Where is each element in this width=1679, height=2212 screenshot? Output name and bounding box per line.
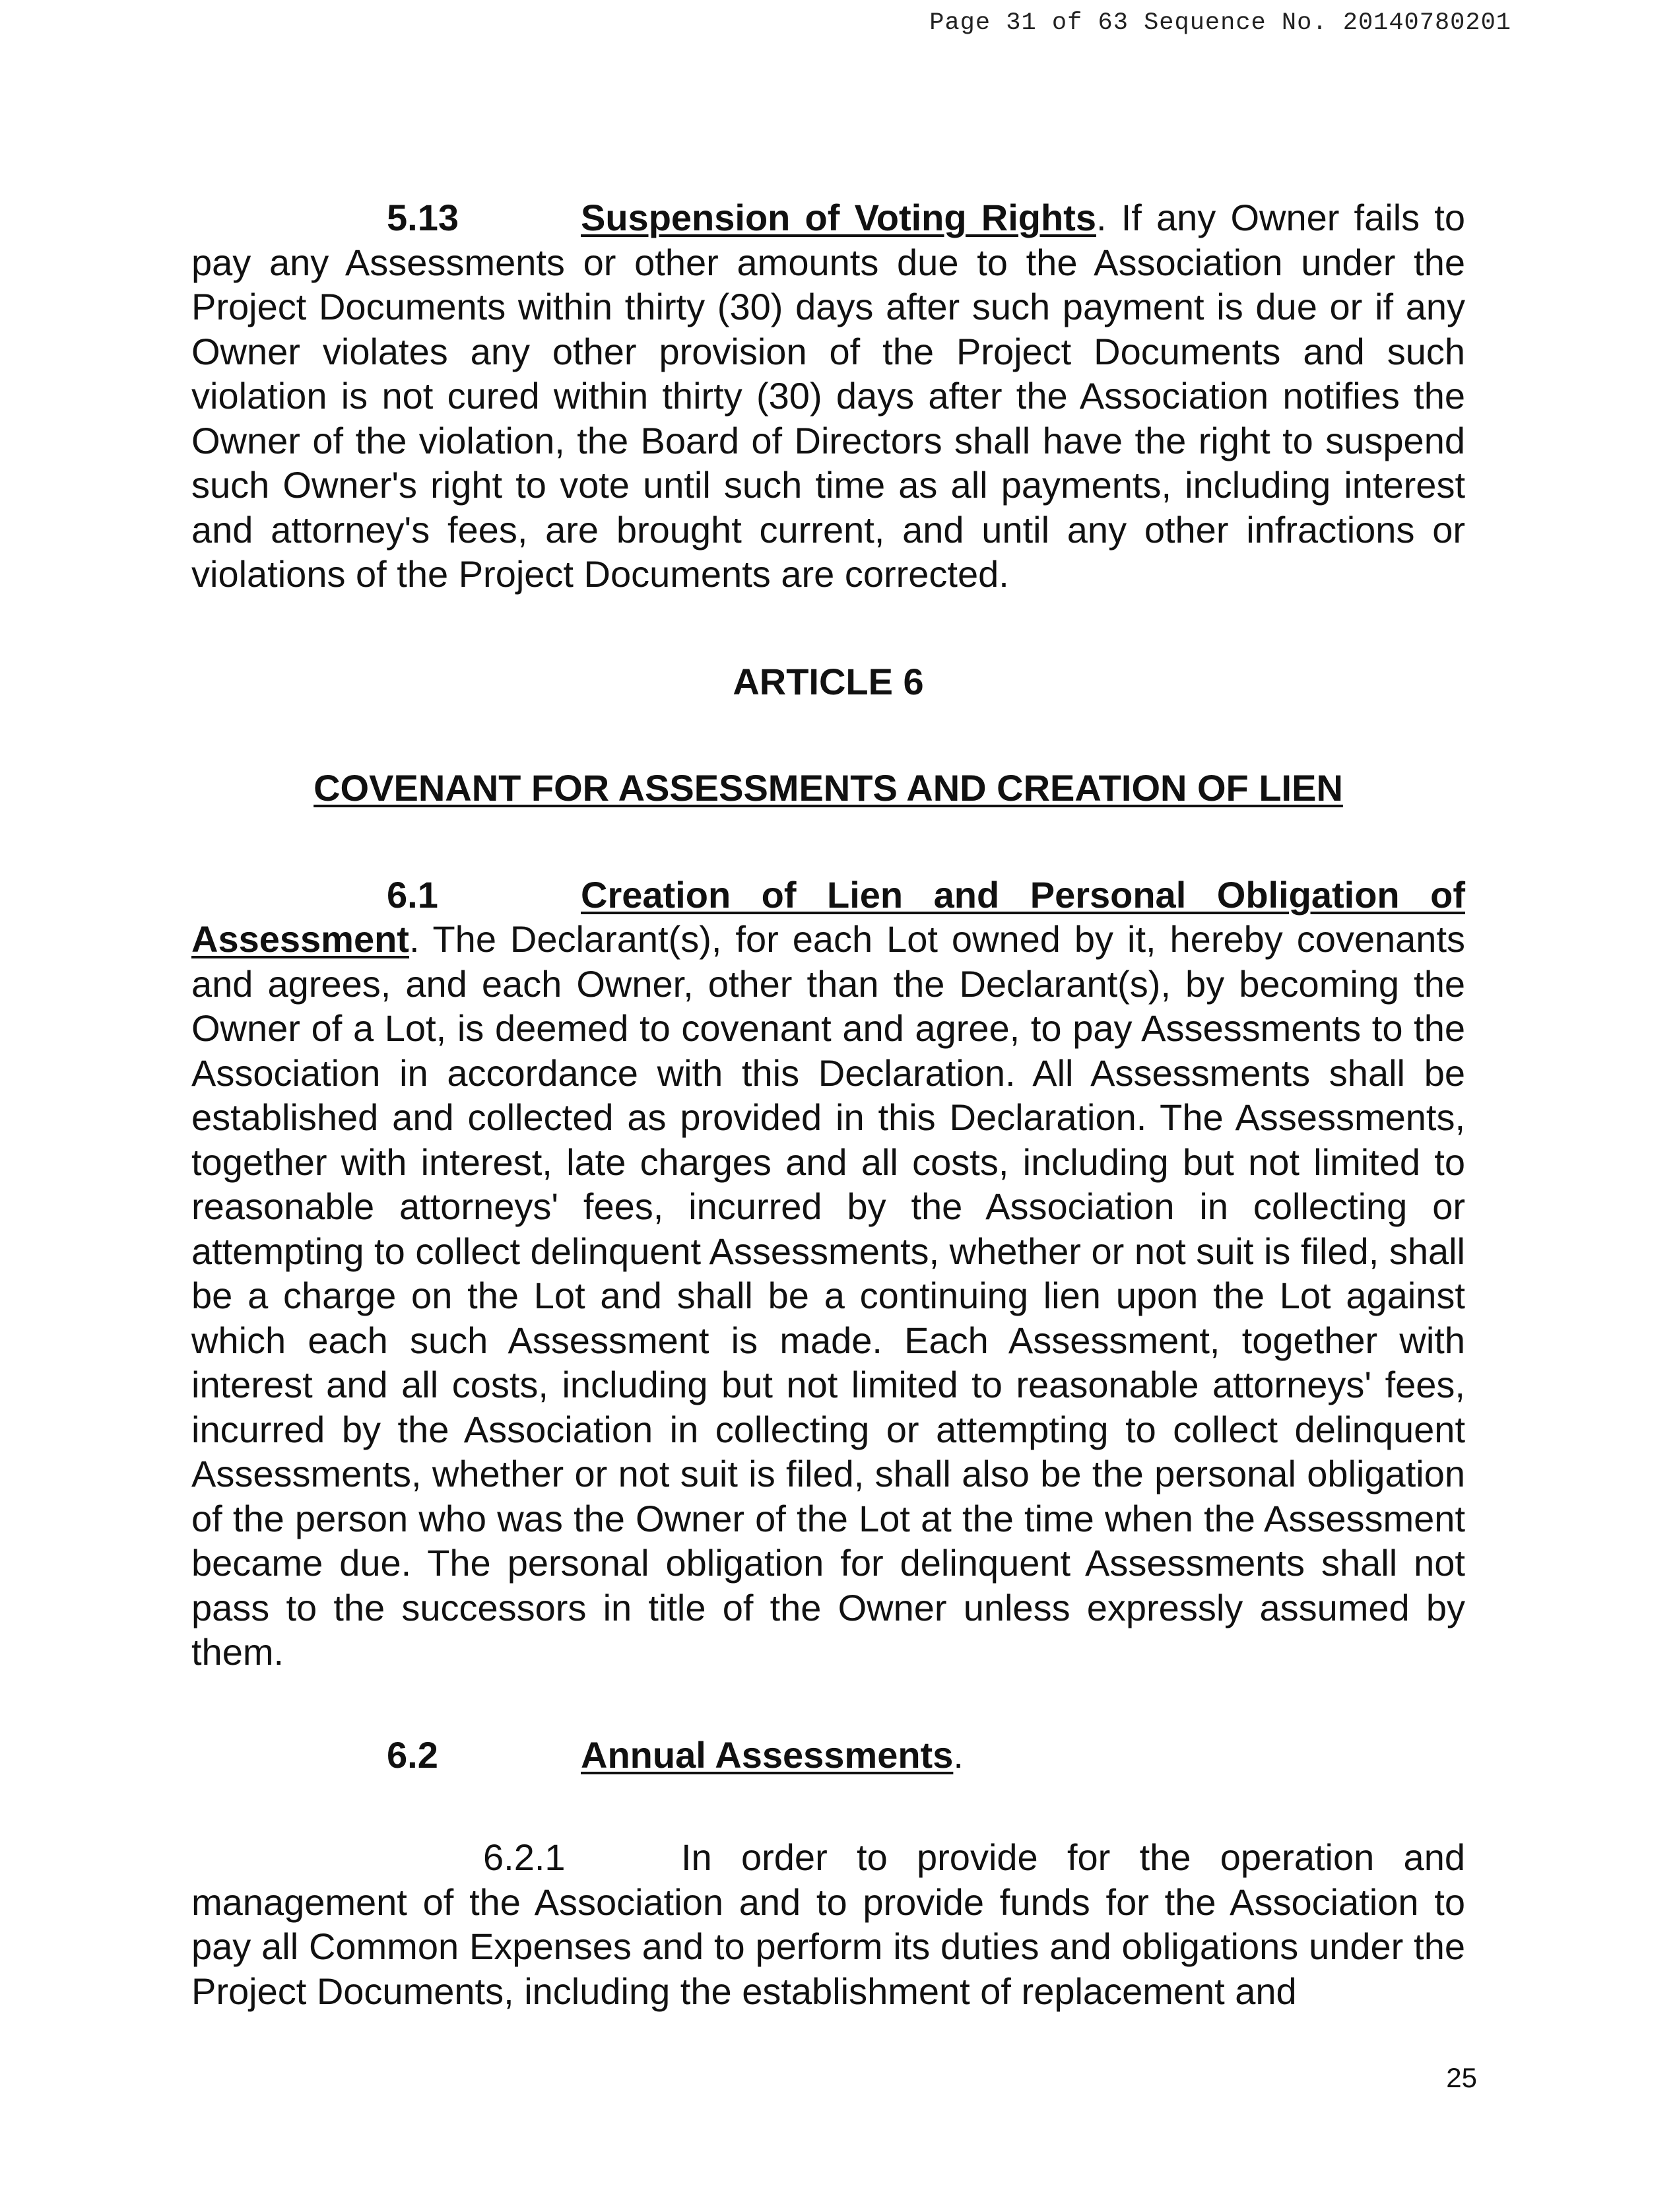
page-number: 25: [1446, 2062, 1477, 2093]
subsection-6-2-1: [191, 1835, 1465, 2013]
article-title: COVENANT FOR ASSESSMENTS AND CREATION OF LIEN: [313, 767, 1343, 809]
section-title: Annual Assessments: [581, 1733, 954, 1776]
section-title: Creation of Lien and Personal Obligation of Assessment: [191, 873, 1465, 960]
section-title: Suspension of Voting Rights: [581, 197, 1096, 238]
section-6-2: [191, 1733, 1465, 1778]
section-body: . If any Owner fails to pay any Assessments or other amounts due to the Association under the Project Documents within thirty (30) days after such payment is due or if any Owner violates any other provision of the Project Documents and such violation is not cured within thirty (30) days after the Association notifies the Owner of the violation, the Board of Directors shall have the right to suspend such Owner's right to vote until such time as all payments, including interest and attorney's fees, are brought current, and until any other infractions or violations of the Project Documents are corrected.: [191, 197, 1465, 595]
section-body: .: [953, 1733, 964, 1776]
document-header: Page 31 of 63 Sequence No. 20140780201: [929, 9, 1511, 37]
section-body: . The Declarant(s), for each Lot owned by it, hereby covenants and agrees, and each Owner, other than the Declarant(s), by becoming the Owner of a Lot, is deemed to covenant and agree, to pay Assessments to the Association in accordance with this Declaration. All Assessments shall be established and collected as provided in this Declaration. The Assessments, together with interest, late charges and all costs, including but not limited to reasonable attorneys' fees, incurred by the Association in collecting or attempting to collect delinquent Assessments, whether or not suit is filed, shall be a charge on the Lot and shall be a continuing lien upon the Lot against which each such Assessment is made. Each Assessment, together with interest and all costs, including but not limited to reasonable attorneys' fees, incurred by the Association in collecting or attempting to collect delinquent Assessments, whether or not suit is filed, shall also be the personal obligation of the person who was the Owner of the Lot at the time when the Assessment became due. The personal obligation for delinquent Assessments shall not pass to the successors in title of the Owner unless expressly assumed by them.: [191, 918, 1465, 1673]
section-number: 6.2: [387, 1733, 438, 1776]
subsection-number: 6.2.1: [483, 1836, 566, 1878]
section-5-13: [191, 195, 1465, 597]
document-body: [191, 195, 1465, 2013]
subsection-body: In order to provide for the operation and management of the Association and to provide funds for the Association to pay all Common Expenses and to perform its duties and obligations under the Project Documents, including the establishment of replacement and: [191, 1836, 1465, 2012]
section-number: 5.13: [387, 197, 459, 238]
section-6-1: [191, 873, 1465, 1675]
article-label: ARTICLE 6: [733, 660, 924, 702]
section-number: 6.1: [387, 873, 438, 916]
